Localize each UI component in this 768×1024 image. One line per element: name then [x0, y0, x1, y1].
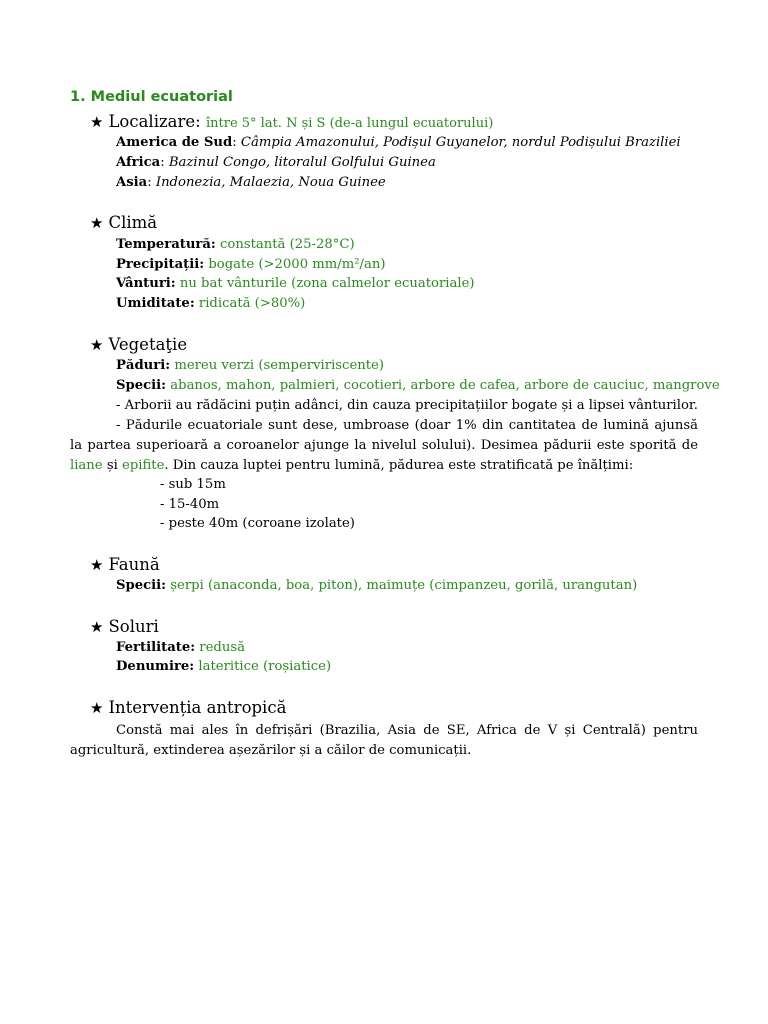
- section-soluri-heading: ★ Soluri: [90, 617, 159, 636]
- layer-item: - sub 15m: [160, 477, 226, 492]
- layer-item: - 15-40m: [160, 497, 220, 512]
- localizare-row: Africa: Bazinul Congo, litoralul Golfului Guinea: [116, 155, 436, 170]
- section-clima-heading: ★ Climă: [90, 213, 158, 232]
- vegetatie-row: Păduri: mereu verzi (semperviriscente): [116, 358, 384, 373]
- star-icon: ★: [90, 699, 104, 717]
- clima-row: Precipitații: bogate (>2000 mm/m²/an): [116, 257, 386, 272]
- vegetatie-row: Specii: abanos, mahon, palmieri, cocotieri, arbore de cafea, arbore de cauciuc, mangrove: [116, 378, 720, 393]
- star-icon: ★: [90, 556, 104, 574]
- section-vegetatie-heading: ★ Vegetaţie: [90, 335, 188, 354]
- star-icon: ★: [90, 336, 104, 354]
- soluri-row: Fertilitate: redusă: [116, 640, 245, 655]
- layer-item: - peste 40m (coroane izolate): [160, 516, 355, 531]
- page-title: 1. Mediul ecuatorial: [70, 89, 233, 105]
- vegetatie-paragraph: - Pădurile ecuatoriale sunt dese, umbroase (doar 1% din cantitatea de lumină ajunsă la partea superioară a coroanelor ajunge la nivelul solului). Desimea pădurii este sporită de liane și epifite. Din cauza luptei pentru lumină, pădurea este stratificată pe înălțimi:: [70, 418, 698, 473]
- localizare-row: America de Sud: Câmpia Amazonului, Podișul Guyanelor, nordul Podișului Braziliei: [116, 135, 681, 150]
- section-fauna-heading: ★ Faună: [90, 555, 160, 574]
- star-icon: ★: [90, 214, 104, 232]
- interventia-paragraph: Constă mai ales în defrișări (Brazilia, Asia de SE, Africa de V și Centrală) pentru agricultură, extinderea așezărilor și a căilor de comunicații.: [70, 723, 698, 758]
- star-icon: ★: [90, 618, 104, 636]
- clima-row: Temperatură: constantă (25-28°C): [116, 237, 355, 252]
- clima-row: Vânturi: nu bat vânturile (zona calmelor ecuatoriale): [116, 276, 475, 291]
- vegetatie-note: - Arborii au rădăcini puțin adânci, din cauza precipitațiilor bogate și a lipsei vânturilor.: [116, 398, 698, 413]
- section-interventia-heading: ★ Intervenția antropică: [90, 698, 287, 717]
- section-localizare-heading: ★ Localizare: între 5° lat. N și S (de-a lungul ecuatorului): [90, 112, 494, 131]
- star-icon: ★: [90, 113, 104, 131]
- soluri-row: Denumire: lateritice (roșiatice): [116, 659, 332, 674]
- localizare-row: Asia: Indonezia, Malaezia, Noua Guinee: [116, 175, 386, 190]
- fauna-row: Specii: șerpi (anaconda, boa, piton), maimuțe (cimpanzeu, gorilă, urangutan): [116, 578, 638, 593]
- localizare-value: între 5° lat. N și S (de-a lungul ecuatorului): [205, 116, 494, 131]
- clima-row: Umiditate: ridicată (>80%): [116, 296, 306, 311]
